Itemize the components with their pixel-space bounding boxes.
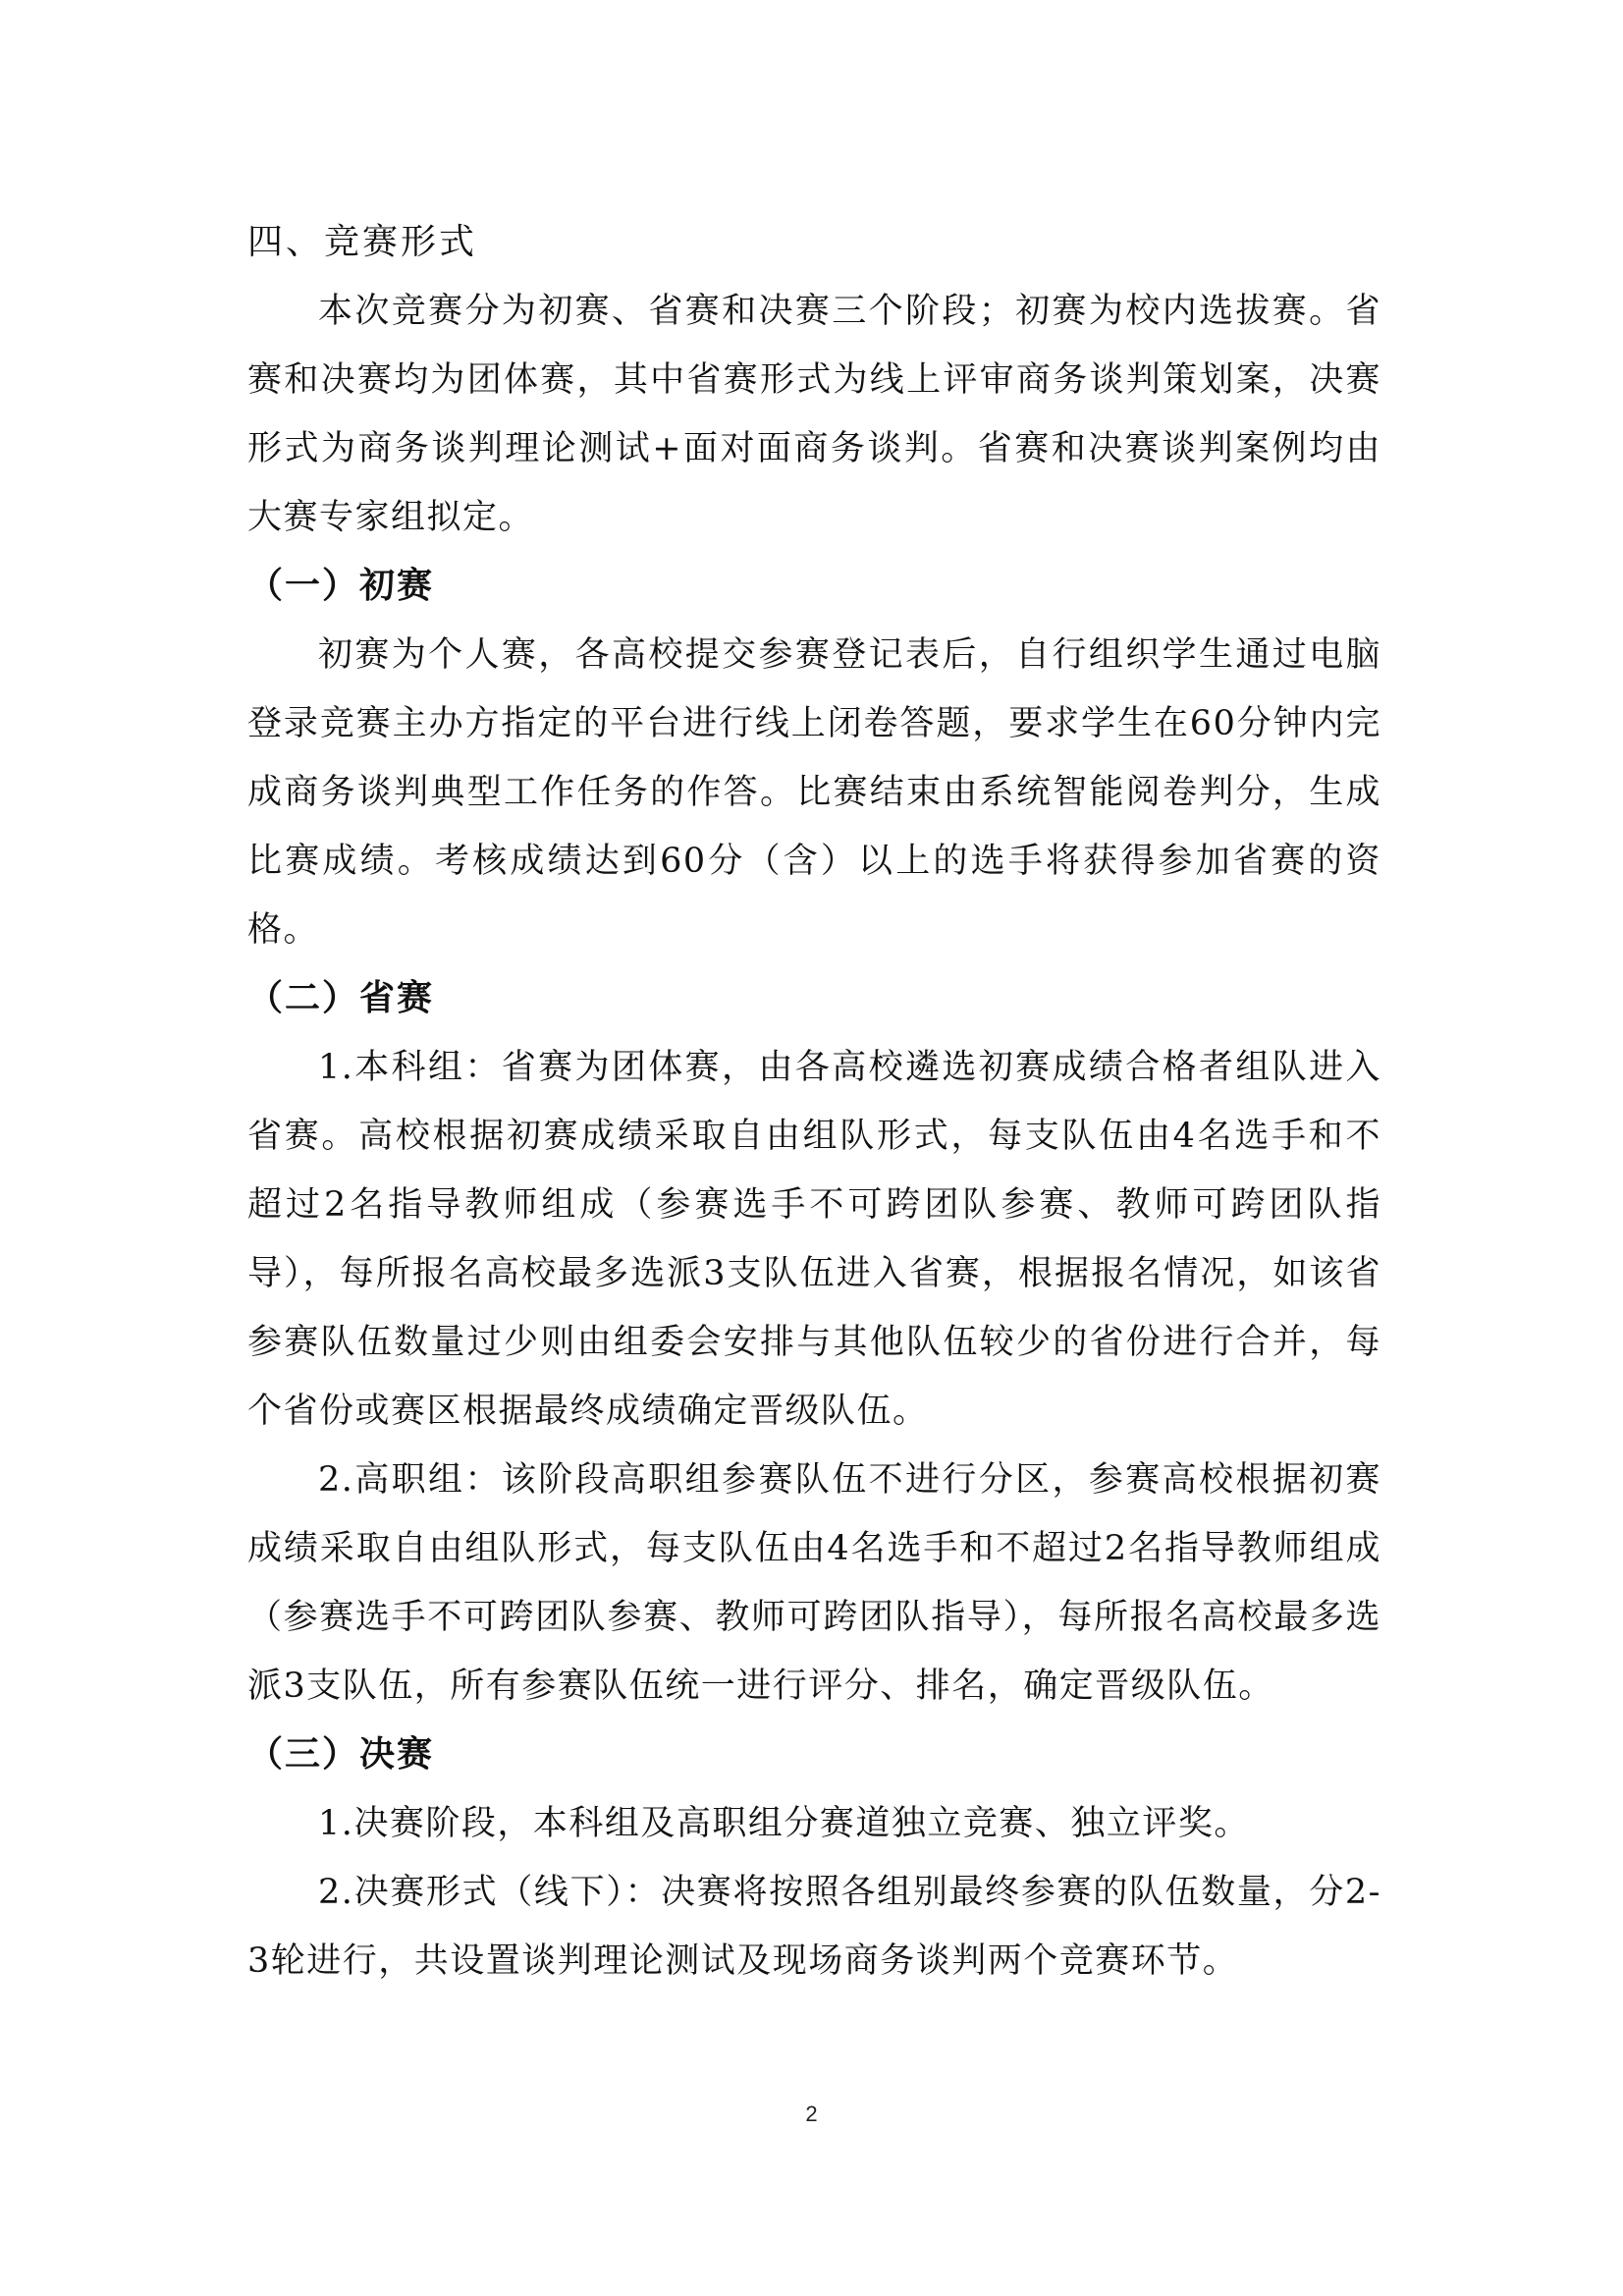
provincial-undergraduate-paragraph: 1.本科组：省赛为团体赛，由各高校遴选初赛成绩合格者组队进入省赛。高校根据初赛成绩采取自由组队形式，每支队伍由4名选手和不超过2名指导教师组成（参赛选手不可跨团队参赛、教师可跨团队指导），每所报名高校最多选派3支队伍进入省赛，根据报名情况，如该省参赛队伍数量过少则由组委会安排与其他队伍较少的省份进行合并，每个省份或赛区根据最终成绩确定晋级队伍。 bbox=[247, 1048, 1381, 1431]
section-intro-paragraph: 本次竞赛分为初赛、省赛和决赛三个阶段；初赛为校内选拔赛。省赛和决赛均为团体赛，其中省赛形式为线上评审商务谈判策划案，决赛形式为商务谈判理论测试+面对面商务谈判。省赛和决赛谈判案例均由大赛专家组拟定。 bbox=[247, 292, 1381, 537]
subsection-heading-provincial: （二）省赛 bbox=[247, 978, 435, 1018]
subsection-heading-preliminary: （一）初赛 bbox=[247, 566, 435, 606]
final-stage-paragraph: 1.决赛阶段，本科组及高职组分赛道独立竞赛、独立评奖。 bbox=[318, 1804, 1250, 1843]
provincial-vocational-paragraph: 2.高职组：该阶段高职组参赛队伍不进行分区，参赛高校根据初赛成绩采取自由组队形式，每支队伍由4名选手和不超过2名指导教师组成（参赛选手不可跨团队参赛、教师可跨团队指导），每所报名高校最多选派3支队伍，所有参赛队伍统一进行评分、排名，确定晋级队伍。 bbox=[247, 1460, 1381, 1706]
page-number: 2 bbox=[805, 2102, 818, 2126]
section-heading: 四、竞赛形式 bbox=[247, 222, 478, 262]
subsection-heading-final: （三）决赛 bbox=[247, 1734, 435, 1775]
preliminary-paragraph: 初赛为个人赛，各高校提交参赛登记表后，自行组织学生通过电脑登录竞赛主办方指定的平台进行线上闭卷答题，要求学生在60分钟内完成商务谈判典型工作任务的作答。比赛结束由系统智能阅卷判分，生成比赛成绩。考核成绩达到60分（含）以上的选手将获得参加省赛的资格。 bbox=[247, 635, 1381, 950]
document-body bbox=[247, 208, 1381, 1995]
final-format-paragraph: 2.决赛形式（线下）：决赛将按照各组别最终参赛的队伍数量，分2-3轮进行，共设置谈判理论测试及现场商务谈判两个竞赛环节。 bbox=[247, 1873, 1381, 1981]
